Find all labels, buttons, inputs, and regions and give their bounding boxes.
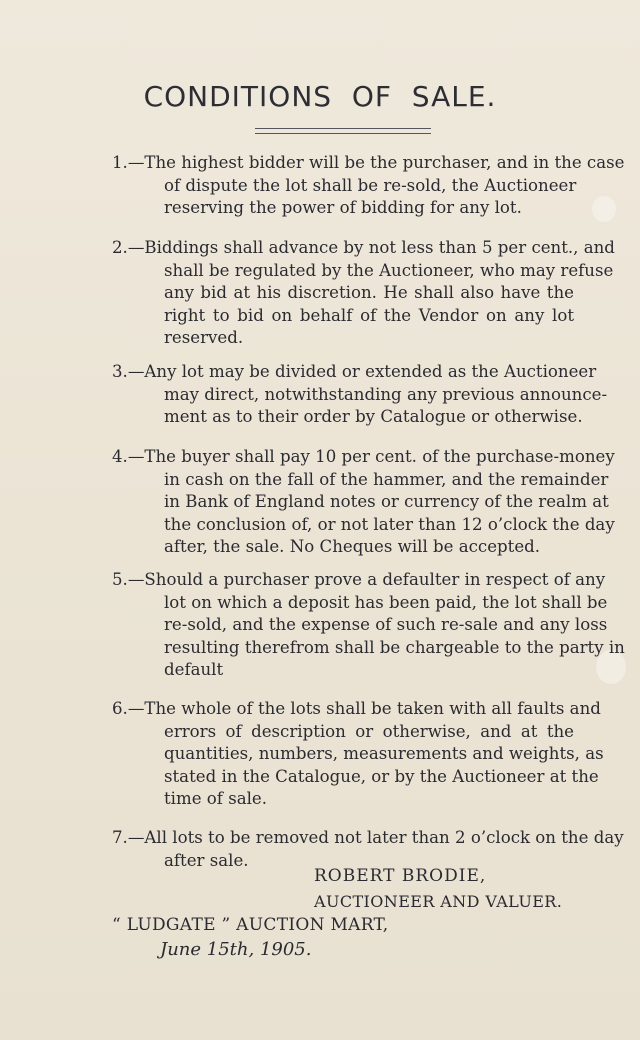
condition-line: default	[164, 660, 224, 679]
condition-line: in Bank of England notes or currency of the realm at	[164, 492, 609, 511]
condition-line: any bid at his discretion. He shall also have the	[164, 283, 574, 302]
condition-line: may direct, notwithstanding any previous announce-	[164, 384, 608, 404]
condition-line: 1.—The highest bidder will be the purchaser, and in the case	[112, 153, 625, 172]
condition-line: of dispute the lot shall be re-sold, the Auctioneer	[164, 175, 577, 195]
auctioneer-name: ROBERT BRODIE,	[314, 866, 487, 886]
condition-1	[112, 152, 625, 220]
condition-line: 2.—Biddings shall advance by not less than 5 per cent., and	[112, 238, 615, 257]
paper-stain	[592, 196, 616, 222]
condition-line: after, the sale. No Cheques will be accepted.	[164, 537, 541, 556]
condition-line: lot on which a deposit has been paid, the lot shall be	[164, 592, 608, 612]
condition-line: ment as to their order by Catalogue or otherwise.	[164, 407, 583, 426]
condition-line: errors of description or otherwise, and at the	[164, 721, 574, 741]
condition-line: 3.—Any lot may be divided or extended as the Auctioneer	[112, 362, 597, 381]
condition-2	[112, 237, 615, 350]
condition-line: re-sold, and the expense of such re-sale and any loss	[164, 615, 608, 634]
condition-line: reserved.	[164, 328, 244, 347]
condition-3	[112, 361, 608, 429]
page-title: CONDITIONS OF SALE.	[143, 80, 497, 113]
condition-4	[112, 446, 615, 559]
condition-line: reserving the power of bidding for any lot.	[164, 198, 522, 217]
condition-6	[112, 698, 604, 811]
condition-line: stated in the Catalogue, or by the Auctioneer at the	[164, 766, 599, 786]
condition-line: 4.—The buyer shall pay 10 per cent. of the purchase-money	[112, 447, 615, 466]
condition-line: shall be regulated by the Auctioneer, who may refuse	[164, 260, 614, 280]
condition-line: time of sale.	[164, 789, 268, 808]
condition-line: after sale.	[164, 850, 249, 870]
title-rule	[255, 128, 431, 134]
condition-line: quantities, numbers, measurements and weights, as	[164, 744, 604, 763]
auctioneer-title: AUCTIONEER AND VALUER.	[314, 892, 563, 911]
condition-line: resulting therefrom shall be chargeable to the party in	[164, 637, 625, 657]
condition-line: in cash on the fall of the hammer, and the remainder	[164, 469, 609, 489]
condition-5	[112, 569, 625, 682]
venue: “ LUDGATE ” AUCTION MART,	[112, 915, 389, 935]
condition-line: 6.—The whole of the lots shall be taken with all faults and	[112, 699, 601, 718]
date: June 15th, 1905.	[160, 939, 312, 960]
condition-line: right to bid on behalf of the Vendor on any lot	[164, 305, 574, 325]
condition-line: 7.—All lots to be removed not later than 2 o’clock on the day	[112, 828, 624, 847]
condition-line: the conclusion of, or not later than 12 o’clock the day	[164, 514, 615, 534]
condition-line: 5.—Should a purchaser prove a defaulter in respect of any	[112, 570, 606, 589]
